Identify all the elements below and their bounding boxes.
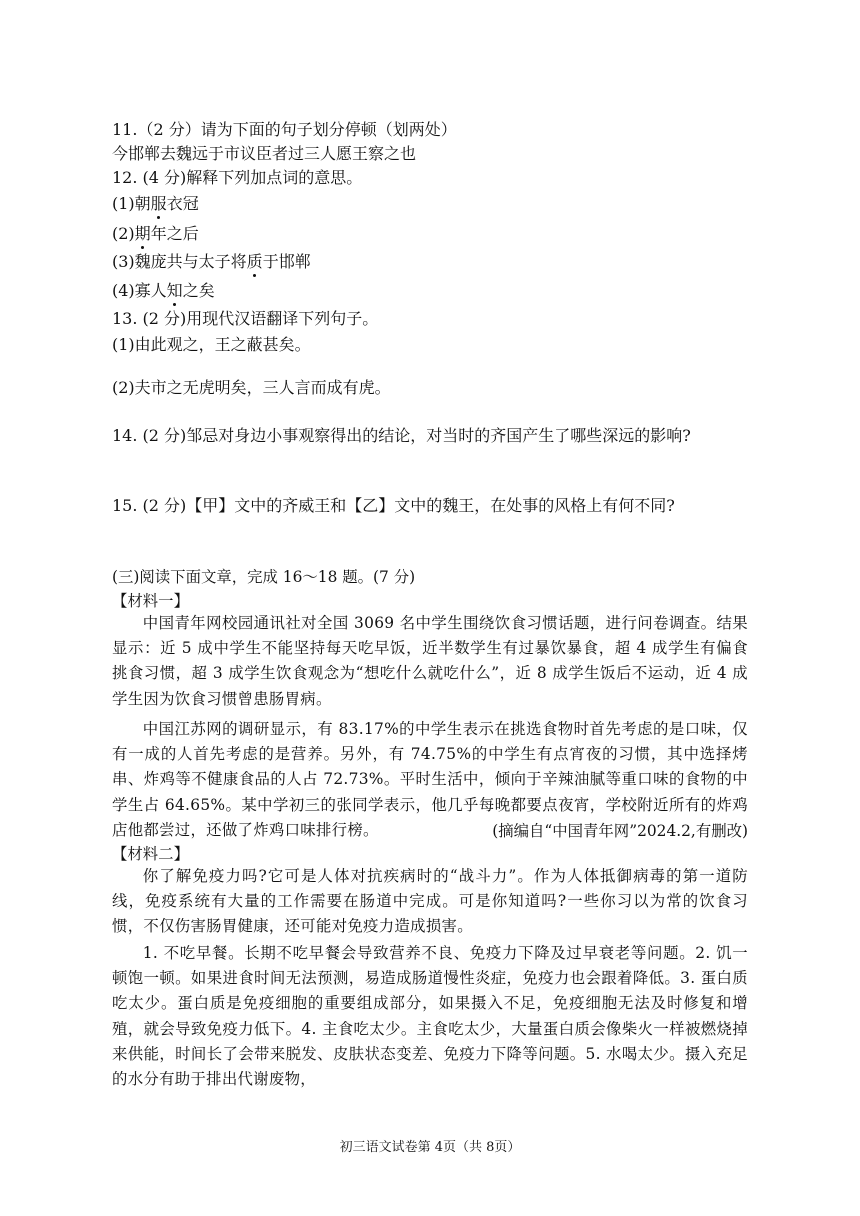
- q11-sentence: 今邯郸去魏远于市议臣者过三人愿王察之也: [112, 144, 417, 163]
- q12-item-4: (4)寡人知之矣: [112, 281, 215, 300]
- q12-item-2: (2)期年之后: [112, 224, 199, 243]
- material-1-source: (摘编自“中国青年网”2024.2,有删改): [492, 822, 748, 840]
- q13-title: 13. (2 分)用现代汉语翻译下列句子。: [112, 309, 379, 328]
- dotted-char: 质: [246, 252, 263, 271]
- material-2-title: 【材料二】: [112, 845, 189, 863]
- q13-sentence-2: (2)夫市之无虎明矣，三人言而成有虎。: [112, 378, 391, 397]
- q11-title: 11.（2 分）请为下面的句子划分停顿（划两处）: [112, 120, 457, 139]
- dotted-char: 期: [134, 224, 151, 243]
- q15-title: 15. (2 分)【甲】文中的齐威王和【乙】文中的魏王，在处事的风格上有何不同?: [112, 496, 675, 515]
- material-2-para-1: 你了解免疫力吗?它可是人体对抗疾病时的“战斗力”。作为人体抵御病毒的第一道防线，免疫系统有大量的工作需要在肠道中完成。可是你知道吗?一些你习以为常的饮食习惯，不仅伤害肠胃健康，还可能对免疫力造成损害。: [112, 867, 748, 936]
- dotted-char: 知: [166, 281, 183, 300]
- dotted-char: 服: [150, 194, 167, 213]
- material-1-para-2: 中国江苏网的调研显示，有 83.17%的中学生表示在挑选食物时首先考虑的是口味，仅有一成的人首先考虑的是营养。另外，有 74.75%的中学生有点宵夜的习惯，其中选择烤串、炸鸡等不健康食品的人占 72.73%。平时生活中，倾向于辛辣油腻等重口味的食物的中学生占 64.65%。某中学初三的张同学表示，他几乎每晚都要点夜宵，学校附近所有的炸鸡店他都尝过，还做了炸鸡口味排行榜。: [112, 720, 748, 839]
- section-3-title: (三)阅读下面文章，完成 16～18 题。(7 分): [112, 568, 416, 586]
- material-2-para-2: 1. 不吃早餐。长期不吃早餐会导致营养不良、免疫力下降及过早衰老等问题。2. 饥一顿饱一顿。如果进食时间无法预测，易造成肠道慢性炎症，免疫力也会跟着降低。3. 蛋白质吃太少。蛋白质是免疫细胞的重要组成部分，如果摄入不足，免疫细胞无法及时修复和增殖，就会导致免疫力低下。4. 主食吃太少。主食吃太少，大量蛋白质会像柴火一样被燃烧掉来供能，时间长了会带来脱发、皮肤状态变差、免疫力下降等问题。5. 水喝太少。摄入充足的水分有助于排出代谢废物，: [112, 944, 748, 1089]
- q13-sentence-1: (1)由此观之，王之蔽甚矣。: [112, 335, 311, 354]
- page-footer: 初三语文试卷第 4页（共 8页）: [339, 1140, 521, 1155]
- q12-item-3: (3)魏庞共与太子将质于邯郸: [112, 252, 311, 271]
- material-1-title: 【材料一】: [112, 592, 189, 610]
- q12-title: 12. (4 分)解释下列加点词的意思。: [112, 168, 363, 187]
- material-1-para-1: 中国青年网校园通讯社对全国 3069 名中学生围绕饮食习惯话题，进行问卷调查。结果显示：近 5 成中学生不能坚持每天吃早饭，近半数学生有过暴饮暴食，超 4 成学生有偏食挑食习惯，超 3 成学生饮食观念为“想吃什么就吃什么”，近 8 成学生饭后不运动，近 4 成学生因为饮食习惯曾患肠胃病。: [112, 614, 748, 708]
- q14-title: 14. (2 分)邹忌对身边小事观察得出的结论，对当时的齐国产生了哪些深远的影响?: [112, 426, 691, 445]
- q12-item-1: (1)朝服衣冠: [112, 194, 199, 213]
